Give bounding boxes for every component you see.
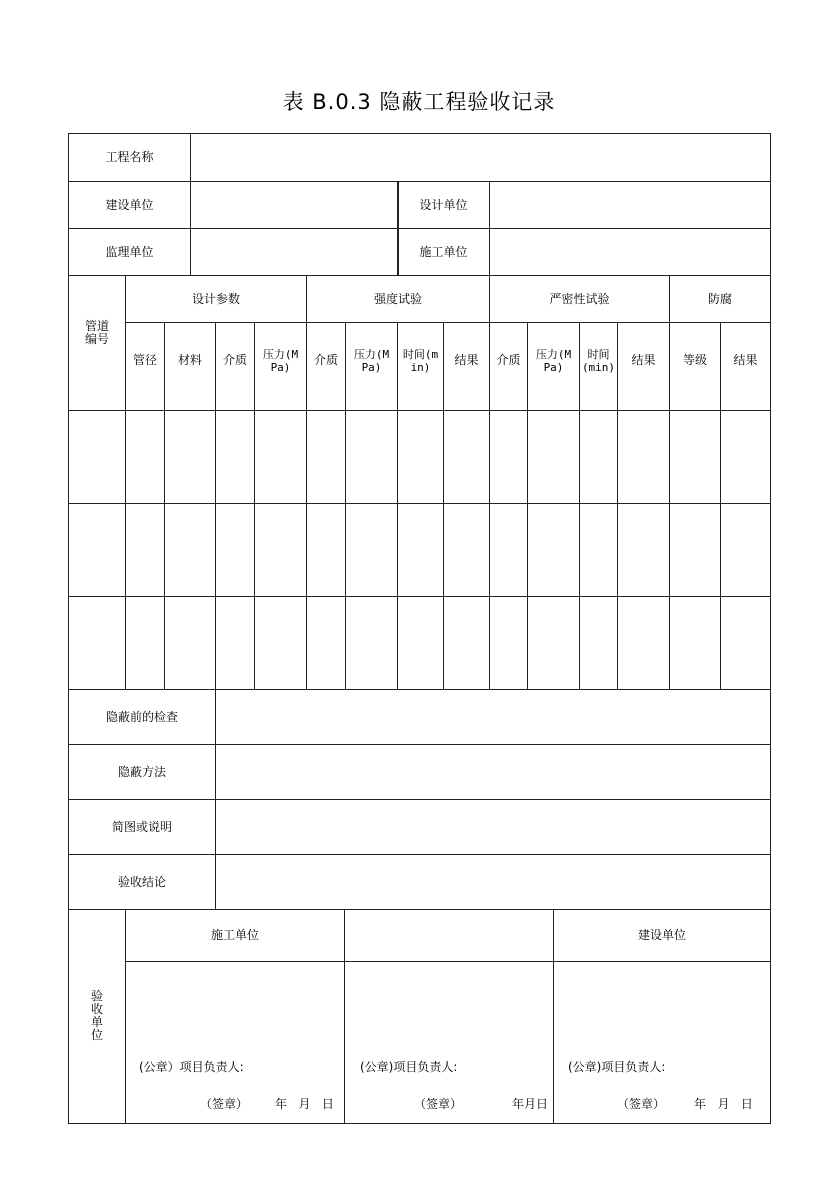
param-data-cell[interactable] — [254, 596, 307, 690]
param-data-cell[interactable] — [306, 596, 346, 690]
pipe-number-cell[interactable] — [68, 410, 126, 504]
param-data-cell[interactable] — [254, 410, 307, 504]
param-data-cell[interactable] — [215, 410, 255, 504]
param-data-cell[interactable] — [125, 503, 165, 597]
field-supervision-unit[interactable] — [190, 228, 399, 276]
field-conclusion[interactable] — [215, 854, 771, 910]
param-col-header: 结果 — [617, 322, 670, 411]
field-conceal-method[interactable] — [215, 744, 771, 800]
param-col-header: 时间(min) — [579, 322, 618, 411]
param-data-cell[interactable] — [164, 410, 216, 504]
param-data-cell[interactable] — [254, 503, 307, 597]
param-data-cell[interactable] — [527, 596, 580, 690]
param-data-cell[interactable] — [125, 596, 165, 690]
group-strength-test: 强度试验 — [306, 275, 490, 323]
label-pre-check: 隐蔽前的检查 — [68, 689, 216, 745]
pipe-number-cell[interactable] — [68, 503, 126, 597]
param-data-cell[interactable] — [345, 410, 398, 504]
pipe-number-cell[interactable] — [68, 596, 126, 690]
param-data-cell[interactable] — [164, 596, 216, 690]
param-data-cell[interactable] — [489, 503, 528, 597]
field-pre-check[interactable] — [215, 689, 771, 745]
param-data-cell[interactable] — [669, 410, 721, 504]
param-data-cell[interactable] — [443, 503, 490, 597]
label-conclusion: 验收结论 — [68, 854, 216, 910]
field-project-name[interactable] — [190, 133, 771, 182]
param-data-cell[interactable] — [669, 503, 721, 597]
acc-middle-header — [344, 909, 554, 962]
param-col-header: 结果 — [720, 322, 771, 411]
param-col-header: 介质 — [215, 322, 255, 411]
sign-2: （签章） — [414, 1097, 463, 1111]
param-col-header: 压力(MPa) — [527, 322, 580, 411]
param-data-cell[interactable] — [489, 410, 528, 504]
param-data-cell[interactable] — [617, 503, 670, 597]
param-col-header: 介质 — [306, 322, 346, 411]
date-1: 年 月 日 — [275, 1097, 334, 1111]
param-col-header: 压力(MPa) — [254, 322, 307, 411]
param-data-cell[interactable] — [345, 503, 398, 597]
pipe-number-header: 管道编号 — [68, 275, 126, 411]
param-col-header: 管径 — [125, 322, 165, 411]
acc-owner-header: 建设单位 — [553, 909, 771, 962]
param-data-cell[interactable] — [579, 410, 618, 504]
label-construction-unit: 建设单位 — [68, 181, 191, 229]
label-supervision-unit: 监理单位 — [68, 228, 191, 276]
param-col-header: 等级 — [669, 322, 721, 411]
group-design-params: 设计参数 — [125, 275, 307, 323]
param-data-cell[interactable] — [527, 503, 580, 597]
group-anticorrosion: 防腐 — [669, 275, 771, 323]
param-data-cell[interactable] — [669, 596, 721, 690]
date-3: 年 月 日 — [694, 1097, 753, 1111]
param-data-cell[interactable] — [125, 410, 165, 504]
param-col-header: 时间(min) — [397, 322, 444, 411]
param-data-cell[interactable] — [720, 410, 771, 504]
param-col-header: 压力(MPa) — [345, 322, 398, 411]
param-data-cell[interactable] — [617, 410, 670, 504]
page-title: 表 B.0.3 隐蔽工程验收记录 — [282, 90, 556, 114]
param-data-cell[interactable] — [215, 596, 255, 690]
param-col-header: 材料 — [164, 322, 216, 411]
param-data-cell[interactable] — [527, 410, 580, 504]
param-data-cell[interactable] — [720, 596, 771, 690]
param-col-header: 结果 — [443, 322, 490, 411]
seal-responsible-2: (公章)项目负责人: — [360, 1060, 458, 1074]
param-data-cell[interactable] — [443, 410, 490, 504]
label-acceptance-unit: 验收单位 — [68, 909, 126, 1124]
param-data-cell[interactable] — [215, 503, 255, 597]
param-data-cell[interactable] — [397, 503, 444, 597]
date-2: 年月日 — [512, 1097, 549, 1111]
param-data-cell[interactable] — [164, 503, 216, 597]
field-construction-unit[interactable] — [190, 181, 399, 229]
label-project-name: 工程名称 — [68, 133, 191, 182]
param-data-cell[interactable] — [579, 596, 618, 690]
param-data-cell[interactable] — [306, 410, 346, 504]
field-builder-unit[interactable] — [489, 228, 771, 276]
seal-responsible-3: (公章)项目负责人: — [568, 1060, 666, 1074]
param-col-header: 介质 — [489, 322, 528, 411]
sign-1: （签章） — [200, 1097, 249, 1111]
label-builder-unit: 施工单位 — [397, 228, 490, 276]
field-sketch[interactable] — [215, 799, 771, 855]
param-data-cell[interactable] — [306, 503, 346, 597]
label-conceal-method: 隐蔽方法 — [68, 744, 216, 800]
group-tightness-test: 严密性试验 — [489, 275, 670, 323]
label-sketch: 简图或说明 — [68, 799, 216, 855]
param-data-cell[interactable] — [720, 503, 771, 597]
seal-responsible-1: (公章）项目负责人: — [139, 1060, 244, 1074]
param-data-cell[interactable] — [579, 503, 618, 597]
param-data-cell[interactable] — [345, 596, 398, 690]
param-data-cell[interactable] — [617, 596, 670, 690]
param-data-cell[interactable] — [489, 596, 528, 690]
field-design-unit[interactable] — [489, 181, 771, 229]
param-data-cell[interactable] — [397, 410, 444, 504]
acc-builder-header: 施工单位 — [125, 909, 345, 962]
param-data-cell[interactable] — [443, 596, 490, 690]
sign-3: （签章） — [617, 1097, 666, 1111]
param-data-cell[interactable] — [397, 596, 444, 690]
label-design-unit: 设计单位 — [397, 181, 490, 229]
